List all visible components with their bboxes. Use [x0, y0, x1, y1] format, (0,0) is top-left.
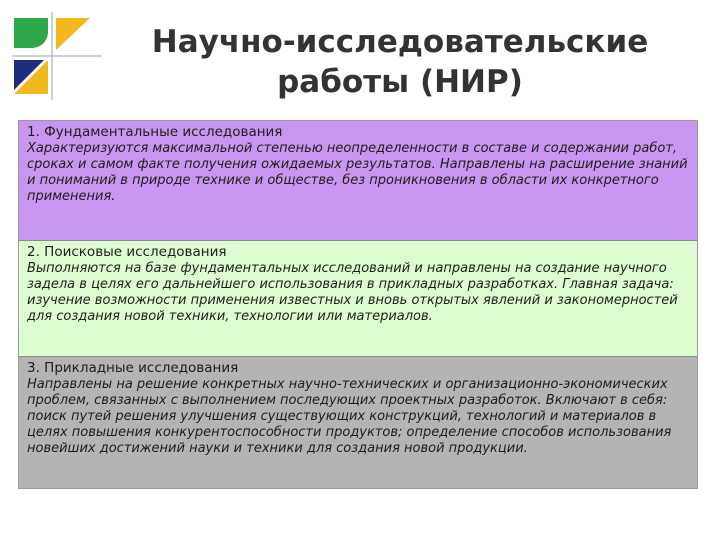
section-exploratory	[19, 240, 697, 356]
logo-icon	[8, 10, 104, 102]
page-title: Научно-исследовательские работы (НИР)	[151, 24, 649, 100]
section-text: Выполняются на базе фундаментальных исследований и направлены на создание научного задела в целях его дальнейшего использования в прикладных разработках. Главная задача: изучение возможности применения известных и вновь открытых явлений и закономерностей для создания новой техники, технологии или материалов.	[27, 261, 678, 324]
section-heading: 2. Поисковые исследования	[27, 244, 227, 260]
research-types-table	[18, 120, 698, 489]
section-heading: 1. Фундаментальные исследования	[27, 124, 283, 140]
section-fundamental	[19, 121, 697, 240]
section-heading: 3. Прикладные исследования	[27, 360, 239, 376]
section-applied	[19, 356, 697, 488]
section-text: Характеризуются максимальной степенью неопределенности в составе и содержании работ, сроках и самом факте получения ожидаемых результатов. Направлены на расширение знаний и пониманий в природе технике и обществе, без проникновения в области их конкретного применения.	[27, 141, 688, 204]
section-text: Направлены на решение конкретных научно-технических и организационно-экономических проблем, связанных с выполнением последующих проектных разработок. Включают в себя: поиск путей решения улучшения существующих конструкций, технологий и материалов в целях повышения конкурентоспособности продуктов; определение способов использования новейших достижений науки и техники для создания новой продукции.	[27, 377, 672, 456]
